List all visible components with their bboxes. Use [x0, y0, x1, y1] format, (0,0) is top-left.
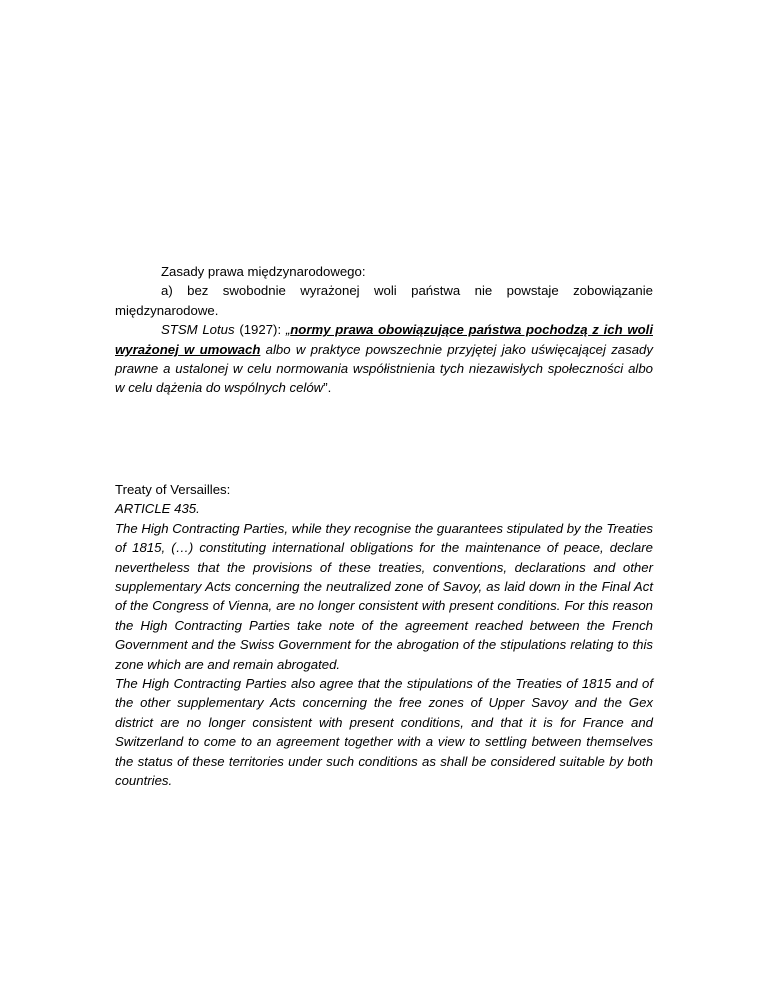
article-paragraph-2: The High Contracting Parties also agree that the stipulations of the Treaties of 1815 and of the other supplementary Acts concerning the free zones of Upper Savoy and the Gex district are no longer consistent with present conditions, and that it is for France and Switzerland to come to an agreement together with a view to settling between themselves the status of these territories under such conditions as shall be considered suitable by both countries. — [115, 676, 653, 789]
principle-a-paragraph: a) bez swobodnie wyrażonej woli państwa nie powstaje zobowiązanie międzynarodowe. — [115, 283, 653, 318]
polish-principles-section — [115, 262, 653, 398]
lotus-close-quote: ”. — [323, 380, 332, 396]
treaty-title: Treaty of Versailles: — [115, 482, 231, 497]
lotus-open-quote: „ — [285, 322, 291, 338]
lotus-case-name: STSM Lotus — [161, 322, 235, 338]
article-number: ARTICLE 435. — [115, 501, 200, 517]
lotus-case-year: (1927): — [234, 322, 286, 338]
lotus-quote-paragraph — [115, 320, 653, 398]
article-paragraph-1: The High Contracting Parties, while they recognise the guarantees stipulated by the Treaties of 1815, (…) constituting international obligations for the maintenance of peace, declare nevertheless that the provisions of these treaties, conventions, declarations and other supplementary Acts concerning the neutralized zone of Savoy, as laid down in the Final Act of the Congress of Vienna, are no longer consistent with present conditions. For this reason the High Contracting Parties take note of the agreement reached between the French Government and the Swiss Government for the abrogation of the stipulations relating to this zone which are and remain abrogated. — [115, 520, 653, 672]
lotus-quote-rest: albo w praktyce powszechnie przyjętej jako uświęcającej zasady prawne a ustalonej w celu normowania współistnienia tych niezawisłych społeczności albo w celu dążenia do wspólnych celów — [115, 341, 653, 396]
lotus-emphasized-quote: normy prawa obowiązujące państwa pochodzą z ich woli wyrażonej w umowach — [115, 322, 653, 357]
principles-heading: Zasady prawa międzynarodowego: — [161, 264, 366, 279]
document-page — [115, 0, 653, 994]
treaty-section — [115, 480, 653, 791]
